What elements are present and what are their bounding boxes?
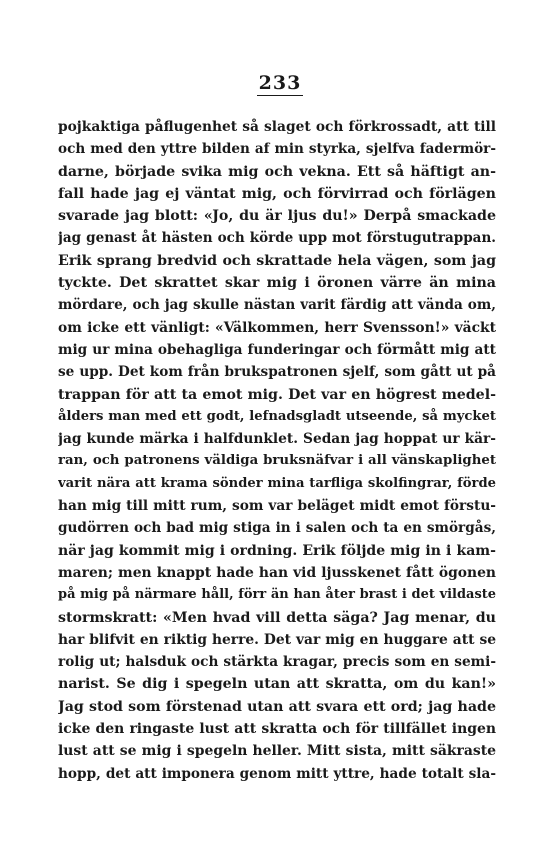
text-line: darne, började svika mig och vekna. Ett så häftigt an- [58, 163, 496, 180]
text-line: har blifvit en riktig herre. Det var mig en huggare att se [58, 631, 496, 648]
text-line: jag kunde märka i halfdunklet. Sedan jag hoppat ur kär- [58, 431, 496, 448]
text-line: hopp, det att imponera genom mitt yttre, hade totalt sla- [58, 765, 496, 782]
text-line: gudörren och bad mig stiga in i salen och ta en smörgås, [58, 520, 496, 537]
text-line: rolig ut; halsduk och stärkta kragar, precis som en semi- [58, 654, 496, 671]
page-number-text: 233 [258, 72, 302, 94]
text-line: svarade jag blott: «Jo, du är ljus du!» Derpå smackade [58, 208, 496, 225]
text-line: mördare, och jag skulle nästan varit färdig att vända om, [58, 297, 496, 314]
text-line: mig ur mina obehagliga funderingar och förmått mig att [58, 341, 496, 358]
text-line: se upp. Det kom från brukspatronen sjelf, som gått ut på [58, 364, 496, 381]
text-line: på mig på närmare håll, förr än han åter brast i det vildaste [58, 587, 496, 603]
text-line: maren; men knappt hade han vid ljusskenet fått ögonen [58, 564, 496, 581]
text-line: han mig till mitt rum, som var beläget midt emot förstu- [58, 498, 496, 515]
text-line: icke den ringaste lust att skratta och för tillfället ingen [58, 721, 496, 738]
text-line: om icke ett vänligt: «Välkommen, herr Svensson!» väckt [58, 319, 496, 336]
text-line: Jag stod som förstenad utan att svara ett ord; jag hade [58, 698, 496, 715]
text-line: stormskratt: «Men hvad vill detta säga? Jag menar, du [58, 609, 496, 626]
text-line: lust att se mig i spegeln heller. Mitt sista, mitt säkraste [58, 743, 496, 760]
text-line: ran, och patronens väldiga bruksnäfvar i all vänskaplighet [58, 453, 496, 469]
text-line: när jag kommit mig i ordning. Erik följde mig in i kam- [58, 542, 496, 559]
page-number [0, 72, 560, 96]
body-text [58, 116, 496, 785]
text-line: pojkaktiga påflugenhet så slaget och förkrossadt, att till [58, 119, 496, 135]
text-line: narist. Se dig i spegeln utan att skratta, om du kan!» [58, 676, 496, 693]
text-line: Erik sprang bredvid och skrattade hela vägen, som jag [58, 252, 496, 269]
text-line: tyckte. Det skrattet skar mig i öronen värre än mina [58, 275, 496, 292]
text-line: ålders man med ett godt, lefnadsgladt utseende, så mycket [58, 408, 496, 424]
text-line: och med den yttre bilden af min styrka, sjelfva fadermör- [58, 141, 496, 158]
text-line: trappan för att ta emot mig. Det var en högrest medel- [58, 386, 496, 403]
text-line: fall hade jag ej väntat mig, och förvirrad och förlägen [58, 185, 496, 202]
text-line: varit nära att krama sönder mina tarfliga skolfingrar, förde [58, 475, 496, 491]
text-line: jag genast åt hästen och körde upp mot förstugutrappan. [58, 230, 496, 247]
